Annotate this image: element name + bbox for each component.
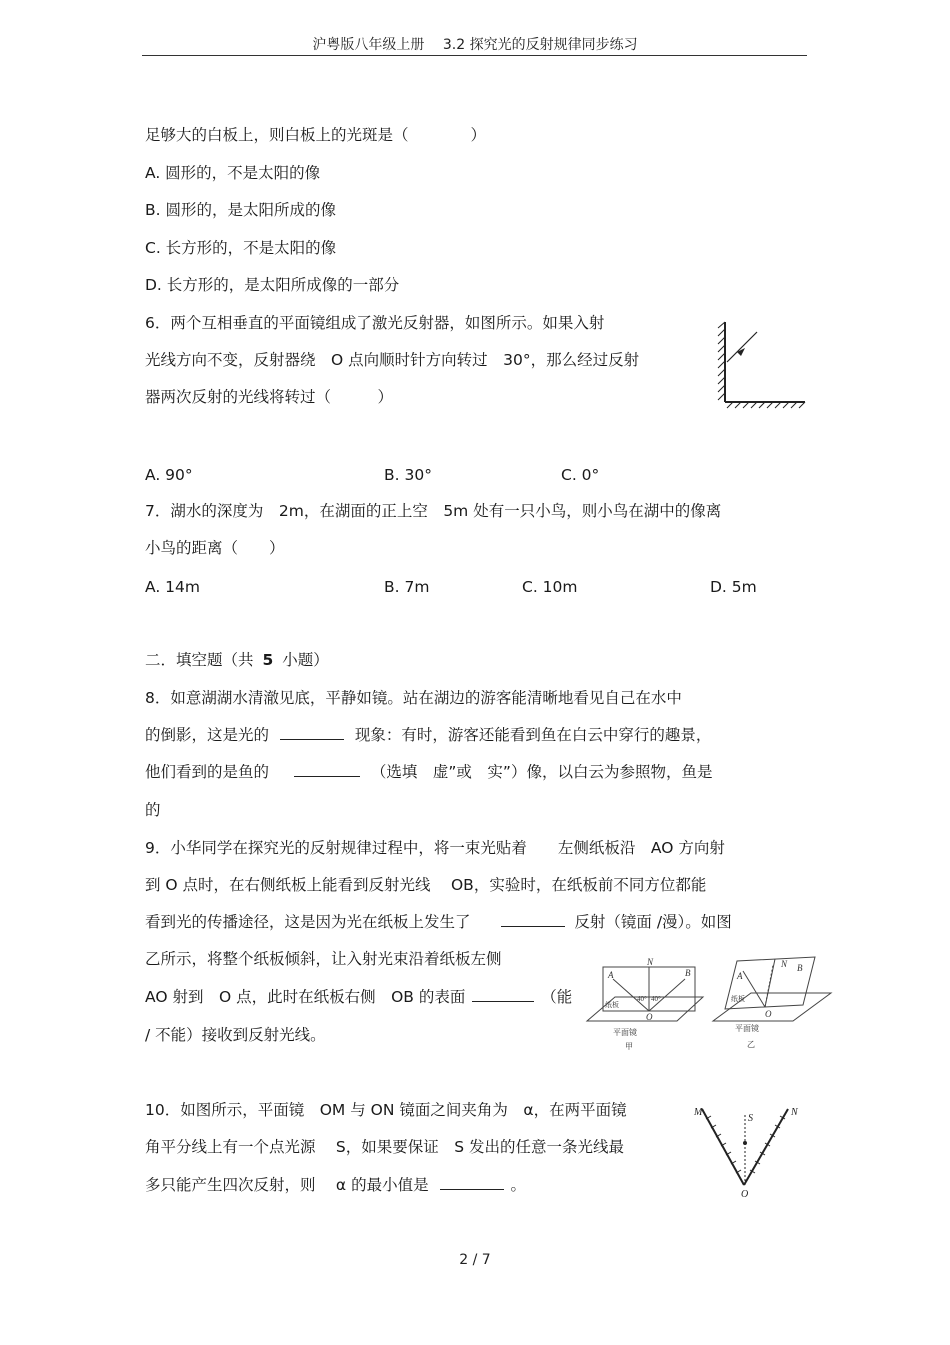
q9-line-3	[145, 912, 732, 932]
fig-yi-mirror-label: 平面镜	[735, 1024, 759, 1033]
q9-line-6: / 不能）接收到反射光线。	[145, 1026, 326, 1044]
q9-line-5	[145, 987, 572, 1007]
q9-line-3-end: 反射（镜面 /漫）。如图	[574, 913, 732, 931]
q9-paperboard-figure	[585, 955, 837, 1050]
q8-line-2	[145, 725, 711, 745]
q9-line-2: 到 O 点时，在右侧纸板上能看到反射光线 OB，实验时，在纸板前不同方位都能	[145, 876, 707, 894]
q8-blank-2[interactable]	[294, 762, 360, 777]
fig-jia-board-label: 纸板	[605, 1001, 619, 1009]
section-2-prefix: 二．填空题（共	[145, 651, 254, 669]
q8-line-3-start: 他们看到的是鱼的	[145, 763, 270, 781]
q5-option-d: D. 长方形的，是太阳所成像的一部分	[145, 276, 400, 294]
fig-jia-caption: 甲	[625, 1042, 633, 1050]
section-2-count: 5	[262, 651, 274, 669]
q10-v-mirror-figure	[692, 1105, 804, 1199]
q9-line-5-start: AO 射到 O 点，此时在纸板右侧 OB 的表面	[145, 988, 466, 1006]
fig-jia-label-o: O	[646, 1012, 653, 1022]
q9-blank-2[interactable]	[472, 987, 534, 1002]
q8-line-3-end: （选填 虚”或 实”）像，以白云为参照物，鱼是	[370, 763, 713, 781]
fig-yi-label-a: A	[737, 971, 743, 981]
q6-option-b: B. 30°	[384, 466, 432, 484]
q9-line-4: 乙所示，将整个纸板倾斜，让入射光束沿着纸板左侧	[145, 950, 502, 968]
fig-jia-angle-2: 40°	[651, 995, 661, 1003]
fig-label-o: O	[741, 1189, 749, 1199]
q5-stem: 足够大的白板上，则白板上的光斑是（ ）	[145, 126, 487, 144]
section-2-heading	[145, 650, 329, 670]
page-number: 2 / 7	[459, 1252, 491, 1268]
q7-option-d: D. 5m	[710, 578, 757, 596]
section-2-suffix: 小题）	[282, 651, 329, 669]
q10-line-2: 角平分线上有一个点光源 S，如果要保证 S 发出的任意一条光线最	[145, 1138, 625, 1156]
fig-yi-caption: 乙	[747, 1040, 755, 1049]
q5-option-a: A. 圆形的，不是太阳的像	[145, 164, 321, 182]
q7-option-b: B. 7m	[384, 578, 430, 596]
q10-line-1: 10．如图所示，平面镜 OM 与 ON 镜面之间夹角为 α，在两平面镜	[145, 1101, 627, 1119]
fig-yi-label-o: O	[765, 1009, 772, 1019]
q6-option-c: C. 0°	[561, 466, 600, 484]
fig-yi-board-label: 纸板	[731, 995, 745, 1003]
q6-line-2: 光线方向不变，反射器绕 O 点向顺时针方向转过 30°，那么经过反射	[145, 351, 640, 369]
q6-option-a: A. 90°	[145, 466, 193, 484]
fig-jia-mirror-label: 平面镜	[613, 1028, 637, 1037]
q7-option-a: A. 14m	[145, 578, 201, 596]
q10-line-3-end: 。	[510, 1176, 526, 1194]
q6-mirror-figure	[715, 318, 810, 413]
q8-line-4: 的	[145, 801, 161, 819]
header-rule	[142, 55, 807, 56]
q5-option-b: B. 圆形的，是太阳所成的像	[145, 201, 336, 219]
fig-jia-label-a: A	[608, 970, 614, 980]
fig-jia-angle-1: 40°	[637, 995, 647, 1003]
q6-line-1: 6．两个互相垂直的平面镜组成了激光反射器，如图所示。如果入射	[145, 314, 605, 332]
q9-line-1: 9．小华同学在探究光的反射规律过程中，将一束光贴着 左侧纸板沿 AO 方向射	[145, 839, 725, 857]
q9-line-3-start: 看到光的传播途径，这是因为光在纸板上发生了	[145, 913, 471, 931]
q6-line-3: 器两次反射的光线将转过（ ）	[145, 388, 394, 406]
q9-line-5-end: （能	[541, 988, 573, 1006]
q8-line-2-start: 的倒影，这是光的	[145, 726, 270, 744]
q7-line-2: 小鸟的距离（ ）	[145, 539, 285, 557]
fig-jia-label-n: N	[647, 957, 654, 967]
fig-label-s: S	[748, 1113, 753, 1124]
fig-label-m: M	[694, 1107, 703, 1118]
light-source-point	[743, 1141, 747, 1145]
q8-blank-1[interactable]	[280, 725, 344, 740]
q9-blank-1[interactable]	[501, 912, 565, 927]
fig-yi-label-n: N	[781, 959, 788, 969]
q8-line-2-end: 现象：有时，游客还能看到鱼在白云中穿行的趣景，	[354, 726, 712, 744]
q10-line-3-start: 多只能产生四次反射，则 α 的最小值是	[145, 1176, 429, 1194]
q8-line-3	[145, 762, 712, 782]
fig-jia-label-b: B	[685, 968, 691, 978]
fig-yi-label-b: B	[797, 963, 803, 973]
q10-line-3	[145, 1175, 526, 1195]
page-header: 沪粤版八年级上册 3.2 探究光的反射规律同步练习	[312, 37, 638, 53]
fig-label-n: N	[791, 1107, 798, 1118]
q5-option-c: C. 长方形的，不是太阳的像	[145, 239, 337, 257]
q10-blank[interactable]	[440, 1175, 504, 1190]
q8-line-1: 8．如意湖湖水清澈见底，平静如镜。站在湖边的游客能清晰地看见自己在水中	[145, 689, 682, 707]
q7-option-c: C. 10m	[522, 578, 578, 596]
q7-line-1: 7．湖水的深度为 2m，在湖面的正上空 5m 处有一只小鸟，则小鸟在湖中的像离	[145, 502, 722, 520]
